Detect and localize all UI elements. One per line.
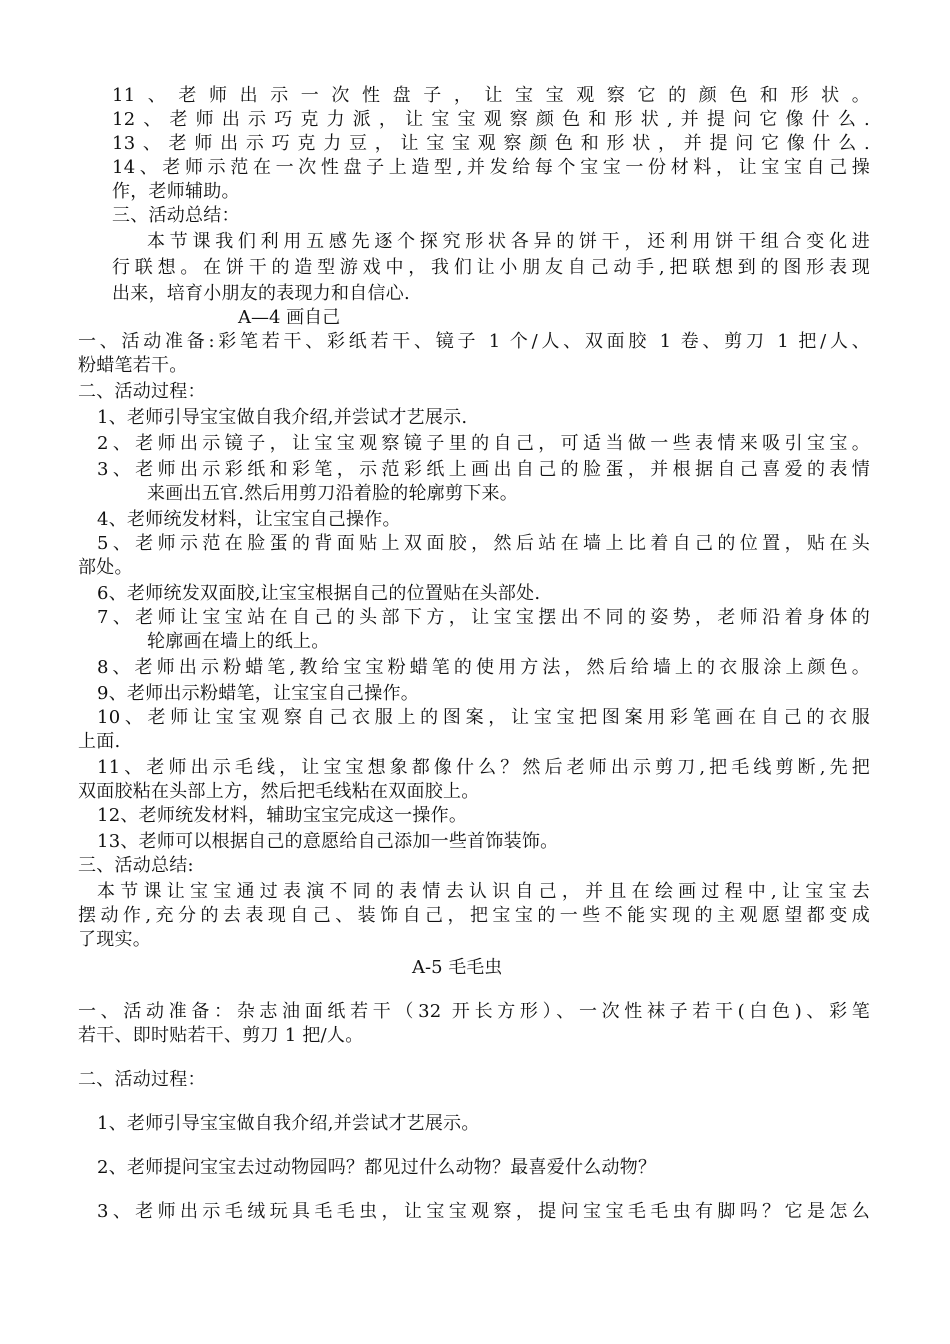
list-item-cont: 上面. — [78, 731, 121, 752]
text-line: 13、老师出示巧克力豆，让宝宝观察颜色和形状，并提问它像什么. — [112, 133, 870, 154]
text-line: 本节课我们利用五感先逐个探究形状各异的饼干，还利用饼干组合变化进 — [147, 231, 870, 252]
list-item: 3、老师出示彩纸和彩笔，示范彩纸上画出自己的脸蛋，并根据自己喜爱的表情 — [97, 459, 870, 480]
list-item: 13、老师可以根据自己的意愿给自己添加一些首饰装饰。 — [97, 831, 559, 852]
text-line: 摆动作,充分的去表现自己、装饰自己，把宝宝的一些不能实现的主观愿望都变成 — [78, 905, 870, 926]
list-item: 4、老师统发材料，让宝宝自己操作。 — [97, 509, 401, 530]
list-item: 1、老师引导宝宝做自我介绍,并尝试才艺展示。 — [97, 1113, 480, 1134]
text-line: 粉蜡笔若干。 — [78, 355, 188, 376]
text-line: 行联想。在饼干的造型游戏中，我们让小朋友自己动手,把联想到的图形表现 — [112, 257, 870, 278]
list-item: 1、老师引导宝宝做自我介绍,并尝试才艺展示. — [97, 407, 468, 428]
list-item-cont: 部处。 — [78, 557, 133, 578]
text-line: 12、老师出示巧克力派，让宝宝观察颜色和形状,并提问它像什么. — [112, 109, 870, 130]
list-item: 8、老师出示粉蜡笔,教给宝宝粉蜡笔的使用方法，然后给墙上的衣服涂上颜色。 — [97, 657, 870, 678]
list-item-cont: 来画出五官.然后用剪刀沿着脸的轮廓剪下来。 — [147, 483, 518, 504]
list-item: 12、老师统发材料，辅助宝宝完成这一操作。 — [97, 805, 468, 826]
text-line: 作，老师辅助。 — [112, 181, 240, 202]
list-item: 5、老师示范在脸蛋的背面贴上双面胶，然后站在墙上比着自己的位置，贴在头 — [97, 533, 870, 554]
text-line: 若干、即时贴若干、剪刀 1 把/人。 — [78, 1025, 364, 1046]
text-line: 一、活动准备:彩笔若干、彩纸若干、镜子 1 个/人、双面胶 1 卷、剪刀 1 把/人、 — [78, 331, 870, 352]
lesson-title: A-5 毛毛虫 — [412, 957, 503, 978]
section-heading: 二、活动过程： — [78, 381, 206, 402]
list-item: 2、老师提问宝宝去过动物园吗？都见过什么动物？最喜爱什么动物？ — [97, 1157, 657, 1178]
text-line: 出来，培育小朋友的表现力和自信心. — [112, 283, 410, 304]
section-heading: 三、活动总结： — [112, 205, 240, 226]
lesson-title: A—4 画自己 — [238, 307, 341, 328]
list-item-cont: 双面胶粘在头部上方，然后把毛线粘在双面胶上。 — [78, 781, 480, 802]
list-item: 3、老师出示毛绒玩具毛毛虫，让宝宝观察，提问宝宝毛毛虫有脚吗？它是怎么 — [97, 1201, 870, 1222]
text-line: 11、老师出示一次性盘子，让宝宝观察它的颜色和形状。 — [112, 85, 870, 106]
section-heading: 三、活动总结: — [78, 855, 194, 876]
list-item: 10、老师让宝宝观察自己衣服上的图案，让宝宝把图案用彩笔画在自己的衣服 — [97, 707, 870, 728]
text-line: 一、活动准备：杂志油面纸若干（32 开长方形）、一次性袜子若干(白色)、彩笔 — [78, 1001, 870, 1022]
section-heading: 二、活动过程： — [78, 1069, 206, 1090]
list-item: 9、老师出示粉蜡笔，让宝宝自己操作。 — [97, 683, 419, 704]
list-item: 6、老师统发双面胶,让宝宝根据自己的位置贴在头部处. — [97, 583, 541, 604]
list-item: 2、老师出示镜子，让宝宝观察镜子里的自己，可适当做一些表情来吸引宝宝。 — [97, 433, 870, 454]
text-line: 本节课让宝宝通过表演不同的表情去认识自己，并且在绘画过程中,让宝宝去 — [97, 881, 870, 902]
text-line: 14、老师示范在一次性盘子上造型,并发给每个宝宝一份材料，让宝宝自己操 — [112, 157, 870, 178]
list-item: 11、老师出示毛线，让宝宝想象都像什么？然后老师出示剪刀,把毛线剪断,先把 — [97, 757, 870, 778]
list-item: 7、老师让宝宝站在自己的头部下方，让宝宝摆出不同的姿势，老师沿着身体的 — [97, 607, 870, 628]
text-line: 了现实。 — [78, 929, 151, 950]
list-item-cont: 轮廓画在墙上的纸上。 — [147, 631, 330, 652]
